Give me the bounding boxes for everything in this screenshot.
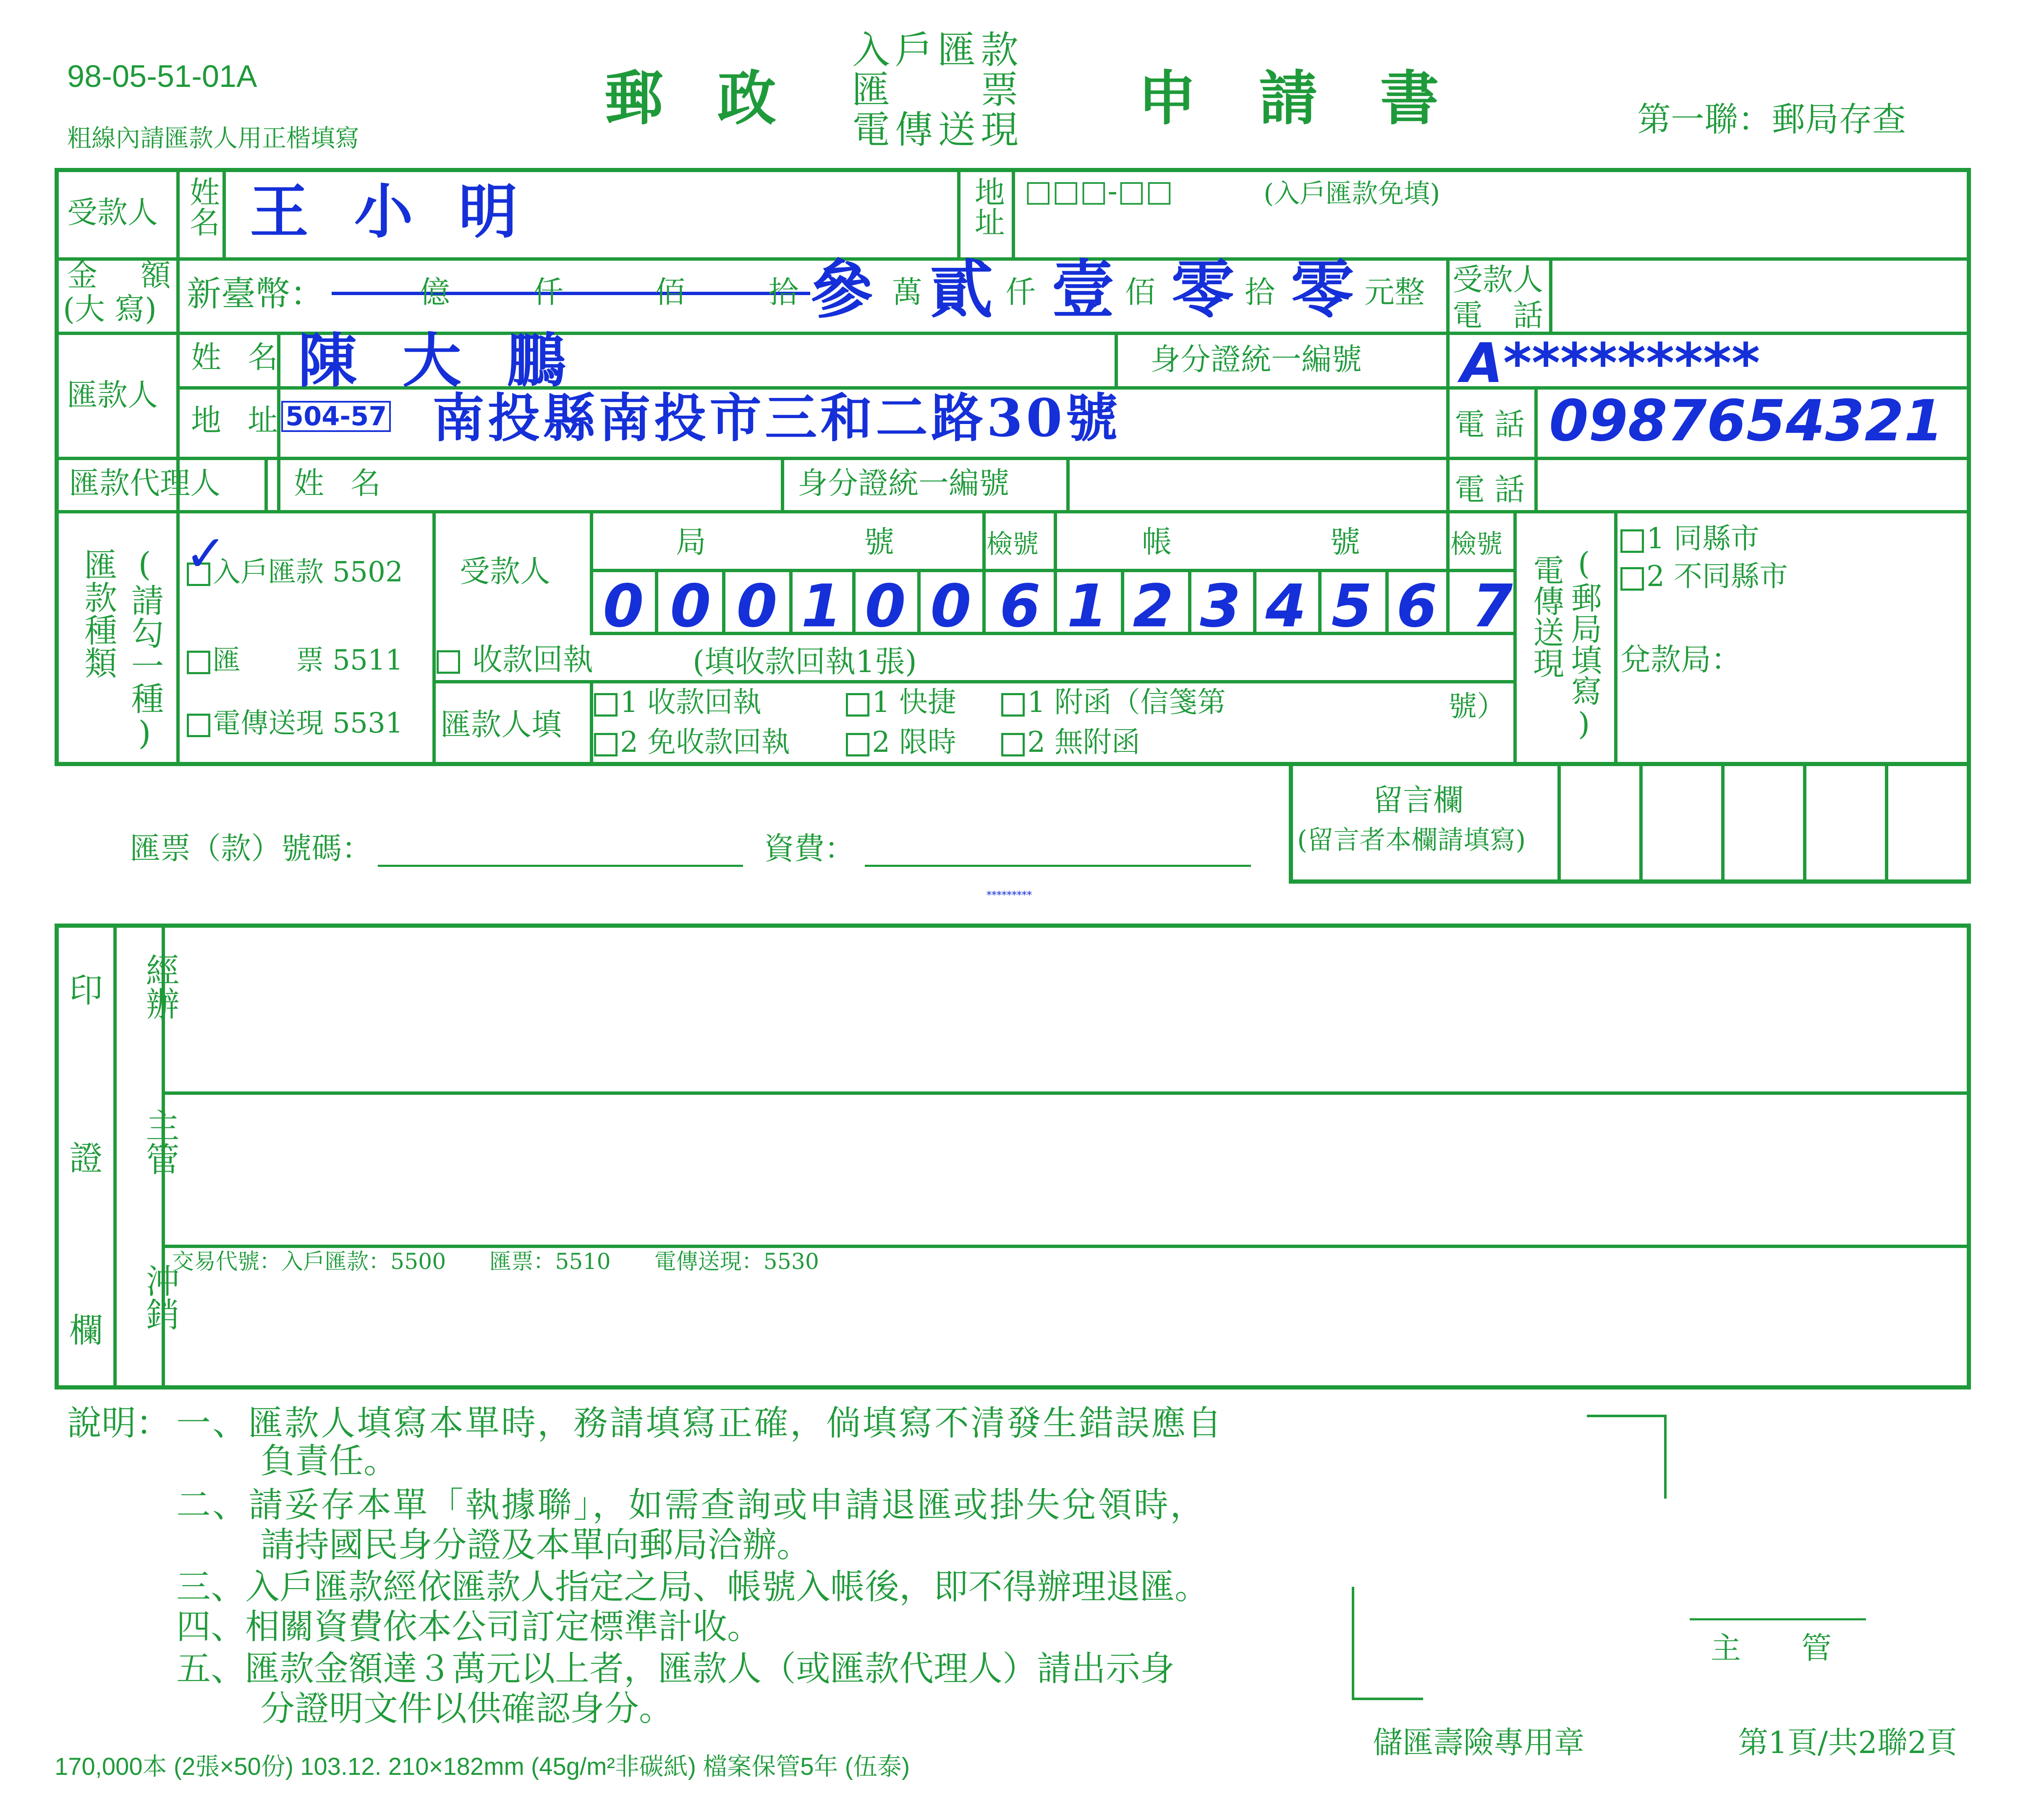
checkbox-receipt-no[interactable]	[594, 733, 618, 756]
bureau-digit[interactable]: 0	[930, 572, 971, 641]
unit-qian: 仟	[533, 275, 564, 310]
same-county-option[interactable]	[1620, 522, 1759, 555]
payee-phone-label-1: 受款人	[1453, 262, 1544, 297]
unit-yuan: 元整	[1364, 275, 1425, 310]
account-digit[interactable]: 3	[1200, 572, 1241, 641]
agent-phone-label: 電 話	[1455, 472, 1525, 507]
note-1b: 負責任。	[260, 1441, 398, 1481]
payee-zip-boxes[interactable]: □□□-□□	[1024, 174, 1173, 208]
speed-choice-1[interactable]	[846, 688, 956, 717]
fee-field[interactable]	[865, 865, 1251, 867]
attach-choice-2[interactable]	[1001, 728, 1140, 757]
unit-shi: 拾	[768, 275, 799, 310]
speed-choice-2[interactable]	[846, 728, 956, 757]
cancel-label: 沖銷	[140, 1264, 179, 1331]
print-info: 170,000本 (2張×50份) 103.12. 210×182mm (45g/m²非碳紙) 檔案保管5年 (伍泰)	[55, 1753, 910, 1780]
digit-qian[interactable]: 貳	[930, 253, 993, 327]
note-5: 五、匯款金額達３萬元以上者，匯款人（或匯款代理人）請出示身	[176, 1649, 1175, 1689]
form-code: 98-05-51-01A	[67, 59, 257, 94]
unit-bai-2: 佰	[1125, 275, 1156, 310]
check-mark: ✓	[185, 525, 227, 583]
message-label: 留言欄	[1373, 782, 1464, 818]
payee-phone-label-2: 電 話	[1453, 298, 1544, 333]
type-option-1-label: 入戶匯款 5502	[213, 556, 403, 588]
remitter-phone-label: 電 話	[1455, 407, 1525, 442]
message-note: (留言者本欄請填寫)	[1297, 824, 1526, 855]
digit-bai[interactable]: 壹	[1052, 253, 1115, 327]
remitter-name-label: 姓 名	[191, 340, 286, 375]
supervisor-label: 主管	[140, 1108, 179, 1175]
remitter-zip[interactable]: 504-57	[281, 401, 391, 432]
checkbox-wire[interactable]	[187, 714, 210, 737]
bureau-no-label: 局 號	[676, 524, 911, 560]
receipt-option[interactable]	[437, 644, 593, 675]
wire-sub-label: (郵局填寫)	[1566, 546, 1602, 742]
payee-name[interactable]: 王 小 明	[250, 178, 530, 246]
title-option-1: 入戶匯款	[852, 28, 1023, 72]
digit-shiwan[interactable]: 參	[810, 253, 874, 327]
check-digit-label-1: 檢號	[987, 529, 1039, 559]
checkbox-attach[interactable]	[1001, 693, 1025, 717]
agent-name-label: 姓 名	[294, 466, 389, 501]
agent-id-label: 身分證統一編號	[798, 466, 1010, 501]
attach-choice-1-label: 1 附函（信箋第	[1027, 686, 1226, 719]
footer-supervisor: 主 管	[1711, 1630, 1832, 1666]
account-no-label: 帳 號	[1142, 524, 1377, 560]
receipt-choice-2[interactable]	[594, 728, 790, 757]
checkbox-draft[interactable]	[187, 651, 210, 674]
amount-label: 金 額	[67, 258, 188, 293]
receipt-note: (填收款回執1張)	[693, 644, 917, 679]
small-mark: *********	[987, 889, 1032, 901]
checkbox-timed[interactable]	[846, 733, 869, 756]
remitter-phone[interactable]: 0987654321	[1549, 388, 1944, 454]
account-digit[interactable]: 4	[1265, 572, 1306, 641]
unit-shi-2: 拾	[1245, 275, 1275, 310]
unit-yi: 億	[420, 275, 450, 310]
fill-instruction: 粗線內請匯款人用正楷填寫	[67, 124, 360, 152]
type-label: 匯款種類	[79, 548, 117, 679]
currency-label: 新臺幣：	[187, 274, 325, 314]
wire-label: 電傳送現	[1528, 554, 1565, 678]
payee-address-label: 地址	[969, 176, 1005, 237]
checkbox-receipt[interactable]	[437, 650, 460, 674]
note-2b: 請持國民身分證及本單向郵局洽辦。	[260, 1525, 811, 1565]
type-option-3-label: 電傳送現 5531	[213, 707, 403, 739]
type-option-2[interactable]	[187, 646, 403, 674]
account-digit[interactable]: 5	[1331, 572, 1372, 641]
transaction-codes: 交易代號：入戶匯款：5500 匯票：5510 電傳送現：5530	[172, 1249, 819, 1274]
check-digit-label-2: 檢號	[1450, 529, 1503, 559]
title-option-3: 電傳送現	[852, 108, 1023, 152]
bureau-digit[interactable]: 0	[865, 572, 906, 641]
handler-stamp-area[interactable]	[166, 927, 1967, 1090]
remitter-address-label: 地 址	[191, 403, 286, 438]
stamp-label-b: 證	[69, 1139, 103, 1178]
note-5b: 分證明文件以供確認身分。	[260, 1689, 674, 1729]
message-box-border	[1289, 762, 1971, 884]
same-county-label: 1 同縣市	[1646, 522, 1759, 555]
copy-label: 第一聯：郵局存查	[1637, 100, 1906, 139]
speed-choice-2-label: 2 限時	[872, 726, 956, 759]
type-sub-label: (請勾一種)	[126, 546, 164, 752]
checkbox-diff-county[interactable]	[1620, 567, 1644, 591]
supervisor-stamp-area[interactable]	[166, 1095, 1967, 1243]
remitter-name[interactable]: 陳 大 鵬	[298, 327, 578, 395]
unit-wan: 萬	[892, 275, 923, 310]
attach-choice-1[interactable]	[1001, 688, 1226, 717]
receipt-choice-1-label: 1 收款回執	[620, 686, 762, 719]
seal-corner-top	[1587, 1415, 1667, 1499]
title-right: 申 請 書	[1138, 64, 1460, 133]
receipt-label: 收款回執	[472, 642, 593, 677]
note-2: 二、請妥存本單「執據聯」，如需查詢或申請退匯或掛失兌領時，	[176, 1485, 1207, 1525]
pay-bureau-label: 兌款局：	[1620, 642, 1742, 677]
account-digit[interactable]: 6	[1396, 572, 1437, 641]
checkbox-express[interactable]	[846, 693, 869, 717]
draft-number-label: 匯票（款）號碼：	[130, 831, 372, 866]
bureau-digit[interactable]: 1	[801, 572, 842, 641]
stamp-label-a: 印	[69, 971, 103, 1010]
bureau-digit[interactable]: 0	[603, 572, 644, 641]
receipt-choice-1[interactable]	[594, 688, 762, 717]
account-digit[interactable]: 2	[1133, 572, 1174, 641]
bureau-digit[interactable]: 0	[736, 572, 777, 641]
page-indicator: 第1頁/共2聯2頁	[1738, 1725, 1957, 1760]
strike-line	[332, 292, 810, 295]
note-3: 三、入戶匯款經依匯款人指定之局、帳號入帳後，即不得辦理退匯。	[176, 1567, 1209, 1607]
speed-choice-1-label: 1 快捷	[872, 686, 956, 719]
bureau-check-digit[interactable]: 6	[1000, 572, 1041, 641]
payee-name-label: 姓名	[184, 176, 220, 237]
amount-label-sub: (大 寫)	[63, 291, 157, 327]
supervisor-sign-line	[1690, 1618, 1866, 1620]
note-4: 四、相關資費依本公司訂定標準計收。	[176, 1607, 762, 1647]
remitter-id-label: 身分證統一編號	[1150, 342, 1362, 377]
type-option-2-label: 匯 票 5511	[213, 644, 403, 676]
note-1: 一、匯款人填寫本單時，務請填寫正確，倘填寫不清發生錯誤應自	[176, 1403, 1224, 1443]
checkbox-same-county[interactable]	[1620, 529, 1644, 553]
seal-label: 儲匯壽險專用章	[1373, 1725, 1585, 1760]
remitter-address[interactable]: 南投縣南投市三和二路30號	[432, 388, 1121, 449]
remitter-id[interactable]: A*********	[1461, 331, 1760, 395]
digit-shi[interactable]: 零	[1171, 253, 1235, 327]
attach-choice-1-end: 號）	[1448, 690, 1506, 723]
digit-yuan[interactable]: 零	[1291, 253, 1354, 327]
stamp-label-c: 欄	[69, 1311, 103, 1350]
attach-choice-2-label: 2 無附函	[1027, 726, 1140, 759]
seal-corner-bottom	[1352, 1587, 1423, 1700]
type-option-3[interactable]	[187, 709, 403, 737]
remitter-label: 匯款人	[67, 377, 158, 413]
handler-label: 經辦	[140, 953, 179, 1020]
diff-county-option[interactable]	[1620, 560, 1788, 593]
title-option-2: 匯 票	[852, 68, 1023, 112]
bureau-digit[interactable]: 0	[670, 572, 711, 641]
unit-qian-2: 仟	[1005, 275, 1036, 310]
notes-title: 說明：	[67, 1403, 171, 1443]
draft-number-field[interactable]	[378, 865, 743, 867]
fee-label: 資費：	[764, 831, 855, 866]
diff-county-label: 2 不同縣市	[1646, 560, 1788, 593]
payee-type-label: 受款人	[460, 554, 551, 589]
title-left: 郵 政	[605, 64, 793, 133]
agent-label: 匯款代理人	[69, 466, 221, 501]
remitter-fill-label: 匯款人填	[441, 707, 562, 742]
account-digit[interactable]: 1	[1067, 572, 1108, 641]
checkbox-receipt-yes[interactable]	[594, 693, 618, 717]
unit-bai: 佰	[655, 275, 686, 310]
receipt-choice-2-label: 2 免收款回執	[620, 726, 790, 759]
payee-label: 受款人	[67, 195, 158, 230]
payee-address-note: (入戶匯款免填)	[1264, 178, 1440, 209]
checkbox-no-attach[interactable]	[1001, 733, 1025, 756]
account-check-digit[interactable]: 7	[1472, 572, 1513, 641]
